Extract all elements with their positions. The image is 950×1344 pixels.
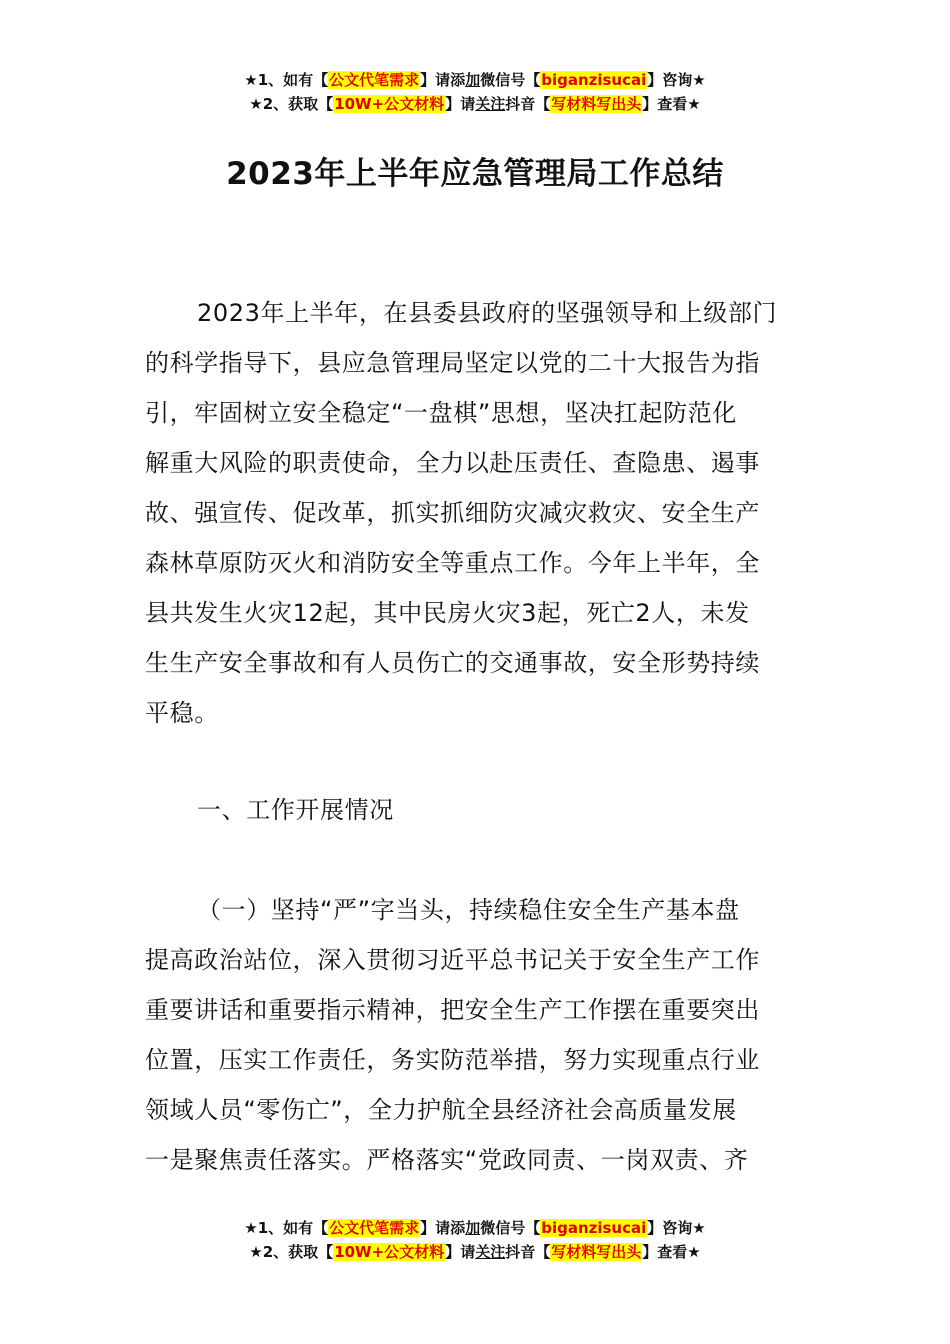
promo-banner-top xyxy=(0,68,950,116)
text-line: 一是聚焦责任落实。严格落实“党政同责、一岗双责、齐 xyxy=(145,1146,749,1174)
text-line: 引，牢固树立安全稳定“一盘棋”思想，坚决扛起防范化 xyxy=(145,399,737,427)
text-line: 位置，压实工作责任，务实防范举措，努力实现重点行业 xyxy=(145,1046,760,1074)
promo-highlight: 公文代笔需求 xyxy=(329,1219,420,1237)
promo-text: 微信号【 xyxy=(480,1219,541,1237)
promo-text: 】咨询★ xyxy=(647,71,706,89)
section-heading-text: 一、工作开展情况 xyxy=(197,796,394,824)
promo-text: ★2、获取【 xyxy=(249,95,334,113)
promo-underline: 关注 xyxy=(475,1243,506,1261)
promo-text: 】查看★ xyxy=(642,95,701,113)
promo-text: ★2、获取【 xyxy=(249,1243,334,1261)
promo-line-1 xyxy=(0,1216,950,1240)
promo-line-2 xyxy=(0,92,950,116)
text-line: 领域人员“零伤亡”，全力护航全县经济社会高质量发展 xyxy=(145,1096,737,1124)
promo-highlight: 10W+公文材料 xyxy=(334,1243,445,1261)
text-line: （一）坚持“严”字当头，持续稳住安全生产基本盘 xyxy=(197,896,740,924)
promo-text: 】请添 xyxy=(420,71,466,89)
promo-underline: 加 xyxy=(465,71,481,89)
promo-highlight: 10W+公文材料 xyxy=(334,95,445,113)
promo-text: 抖音【 xyxy=(505,1243,551,1261)
text-line: 生生产安全事故和有人员伤亡的交通事故，安全形势持续 xyxy=(145,649,760,677)
promo-text: 微信号【 xyxy=(480,71,541,89)
text-line: 平稳。 xyxy=(145,699,219,727)
promo-line-2 xyxy=(0,1240,950,1264)
promo-highlight: 写材料写出头 xyxy=(551,95,642,113)
promo-text: 】请 xyxy=(445,1243,476,1261)
text-line: 重要讲话和重要指示精神，把安全生产工作摆在重要突出 xyxy=(145,996,760,1024)
promo-underline: 加 xyxy=(465,1219,481,1237)
intro-paragraph xyxy=(145,288,815,738)
promo-text: 】请添 xyxy=(420,1219,466,1237)
subsection-paragraph xyxy=(145,885,815,1185)
text-line: 县共发生火灾12起，其中民房火灾3起，死亡2人，未发 xyxy=(145,599,750,627)
promo-line-1 xyxy=(0,68,950,92)
promo-text: 】请 xyxy=(445,95,476,113)
promo-text: 】咨询★ xyxy=(647,1219,706,1237)
section-heading xyxy=(145,785,815,835)
promo-banner-bottom xyxy=(0,1216,950,1264)
promo-highlight: biganzisucai xyxy=(541,71,647,89)
promo-text: 抖音【 xyxy=(505,95,551,113)
document-title: 2023年上半年应急管理局工作总结 xyxy=(226,156,724,192)
text-line: 的科学指导下，县应急管理局坚定以党的二十大报告为指 xyxy=(145,349,760,377)
text-line: 提高政治站位，深入贯彻习近平总书记关于安全生产工作 xyxy=(145,946,760,974)
text-line: 故、强宣传、促改革，抓实抓细防灾减灾救灾、安全生产 xyxy=(145,499,760,527)
promo-text: 】查看★ xyxy=(642,1243,701,1261)
text-line: 2023年上半年，在县委县政府的坚强领导和上级部门 xyxy=(197,299,778,327)
promo-text: ★1、如有【 xyxy=(244,1219,329,1237)
text-line: 森林草原防灭火和消防安全等重点工作。今年上半年，全 xyxy=(145,549,760,577)
promo-highlight: 写材料写出头 xyxy=(551,1243,642,1261)
text-line: 解重大风险的职责使命，全力以赴压责任、查隐患、遏事 xyxy=(145,449,760,477)
promo-highlight: biganzisucai xyxy=(541,1219,647,1237)
promo-underline: 关注 xyxy=(475,95,506,113)
promo-highlight: 公文代笔需求 xyxy=(329,71,420,89)
promo-text: ★1、如有【 xyxy=(244,71,329,89)
